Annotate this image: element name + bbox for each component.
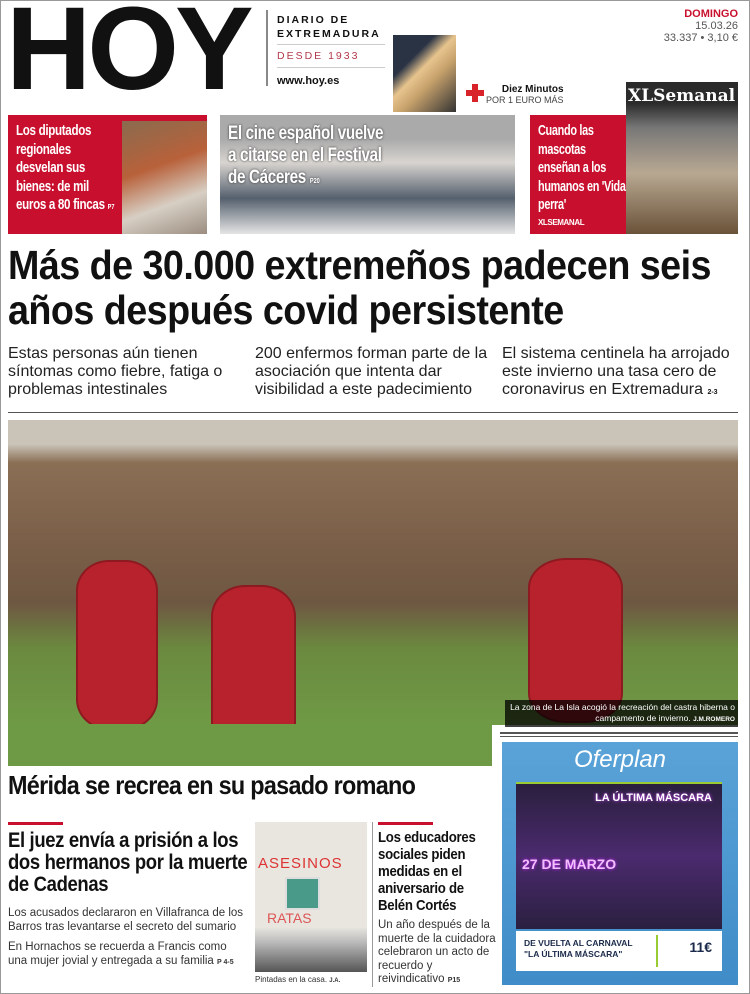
graffiti-text: RATAS — [267, 910, 312, 926]
page-ref: P 4-5 — [217, 959, 234, 966]
ad-image — [516, 782, 722, 929]
ad-offer-box — [516, 931, 722, 971]
xl-cover-title: XLSemanal — [628, 86, 736, 106]
caption-text: Pintadas en la casa. — [255, 975, 328, 984]
teaser-title: El cine español vuelve a citarse en el Festival de Cáceres — [228, 123, 384, 188]
tagline: EXTREMADURA — [277, 28, 381, 40]
promo-magazine-name: Diez Minutos — [501, 84, 564, 95]
page-ref: P20 — [309, 178, 320, 185]
ad-text: "LA ÚLTIMA MÁSCARA" — [524, 949, 623, 959]
promo-offer: POR 1 EURO MÁS — [486, 95, 564, 105]
story-juez[interactable] — [8, 822, 248, 970]
ad-brand: Oferplan — [573, 746, 667, 773]
magazine-cover-image — [393, 35, 456, 112]
issue-price: 33.337 • 3,10 € — [663, 32, 738, 44]
teaser-photo — [122, 121, 207, 234]
ad-event-date: 27 DE MARZO — [522, 856, 617, 872]
day: DOMINGO — [684, 8, 738, 20]
divider — [8, 412, 738, 413]
plus-icon — [466, 84, 484, 102]
story-educadores[interactable] — [378, 822, 498, 988]
date: 15.03.26 — [695, 20, 738, 32]
graffiti-text: ASESINOS — [258, 855, 343, 872]
story-text: En Hornachos se recuerda a Francis como una mujer jovial y entregada a su familia — [8, 941, 227, 967]
masthead-logo[interactable]: HOY — [6, 0, 250, 115]
divider — [277, 67, 385, 68]
ad-event-title: LA ÚLTIMA MÁSCARA — [595, 792, 712, 804]
graffiti-photo — [255, 822, 367, 972]
subhead — [502, 345, 738, 402]
teaser-title: Cuando las mascotas enseñan a los humanos en 'Vida perra' — [538, 123, 626, 213]
tagline: DIARIO DE — [277, 14, 350, 26]
story-text: Los acusados declararon en Villafranca de los Barros tras levantarse el secreto del sumario — [8, 907, 244, 933]
photo-extension — [8, 724, 492, 766]
photo-credit: J.A. — [329, 978, 341, 984]
teaser-title: Los diputados regionales desvelan sus bienes: de mil euros a 80 fincas — [16, 123, 105, 213]
teaser-diputados[interactable] — [8, 115, 207, 234]
story-headline: El juez envía a prisión a los dos hermanos por la muerte de Cadenas — [8, 829, 248, 896]
divider — [500, 732, 738, 737]
subhead-text: El sistema centinela ha arrojado este invierno una tasa cero de coronavirus en Extremadura — [502, 345, 730, 398]
teaser-source: XLSEMANAL — [538, 218, 585, 227]
photo-caption — [255, 975, 340, 984]
shield-image — [76, 560, 158, 730]
story-text: Un año después de la muerte de la cuidadora celebraron un acto de recuerdo y reivindicativo — [378, 919, 496, 985]
ad-text: DE VUELTA AL CARNAVAL — [524, 938, 633, 948]
subhead: 200 enfermos forman parte de la asociación que intenta dar visibilidad a este padecimiento — [255, 345, 488, 398]
shield-image — [528, 558, 623, 723]
photo-credit: J.M.ROMERO — [693, 716, 735, 723]
red-bar — [378, 822, 433, 825]
photo-caption — [505, 700, 738, 727]
story-headline: Los educadores sociales piden medidas en el aniversario de Belén Cortés — [378, 829, 476, 914]
main-headline[interactable]: Más de 30.000 extremeños padecen seis años después covid persistente — [8, 242, 711, 333]
website-link[interactable]: www.hoy.es — [277, 75, 340, 87]
since-label: DESDE 1933 — [277, 50, 360, 62]
window-image — [285, 877, 320, 910]
photo-headline[interactable]: Mérida se recrea en su pasado romano — [8, 770, 416, 800]
divider — [277, 44, 385, 45]
divider — [266, 10, 268, 86]
teaser-mascotas[interactable] — [530, 115, 626, 234]
xlsemanal-cover[interactable] — [626, 82, 738, 234]
divider — [372, 822, 373, 987]
oferplan-ad[interactable] — [502, 742, 738, 985]
teaser-cine[interactable] — [220, 115, 515, 234]
ad-price: 11€ — [689, 939, 712, 955]
page-ref: P15 — [447, 977, 461, 984]
subhead: Estas personas aún tienen síntomas como fiebre, fatiga o problemas intestinales — [8, 345, 223, 398]
caption-text: La zona de La Isla acogió la recreación del castra hiberna o campamento de invierno. — [510, 702, 735, 723]
roman-reenactment-photo — [8, 420, 738, 725]
page-ref: P7 — [107, 204, 115, 211]
red-bar — [8, 822, 63, 825]
page-ref: 2-3 — [707, 389, 718, 396]
date-block — [664, 8, 738, 44]
divider — [656, 935, 658, 967]
promo-magazine[interactable] — [486, 84, 564, 106]
